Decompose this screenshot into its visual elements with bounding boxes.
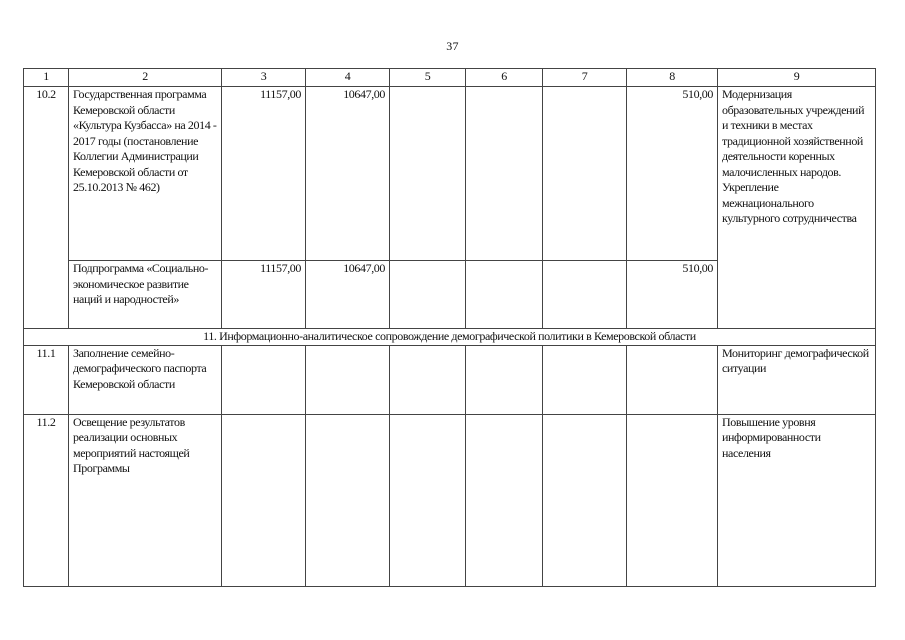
row-result: Модернизация образовательных учреждений и техники в местах традиционной хозяйственной деятельности коренных малочисленных народов. Укрепление межнационального культурного сотрудничества <box>718 87 876 329</box>
cell-col5 <box>390 414 466 586</box>
header-cell: 1 <box>24 69 69 87</box>
row-result: Повышение уровня информированности населения <box>718 414 876 586</box>
cell-col3 <box>222 414 306 586</box>
row-name: Заполнение семейно-демографического паспорта Кемеровской области <box>69 345 222 414</box>
header-cell: 8 <box>627 69 718 87</box>
row-index: 10.2 <box>24 87 69 329</box>
cell-col4 <box>306 414 390 586</box>
header-cell: 4 <box>306 69 390 87</box>
cell-col6 <box>466 261 543 329</box>
program-table <box>23 68 876 587</box>
cell-col6 <box>466 87 543 261</box>
cell-col7 <box>543 261 627 329</box>
cell-col6 <box>466 345 543 414</box>
header-cell: 9 <box>718 69 876 87</box>
header-cell: 5 <box>390 69 466 87</box>
cell-col5 <box>390 261 466 329</box>
cell-col4: 10647,00 <box>306 87 390 261</box>
cell-col8: 510,00 <box>627 261 718 329</box>
row-index: 11.1 <box>24 345 69 414</box>
section-title: 11. Информационно-аналитическое сопровождение демографической политики в Кемеровской области <box>24 329 876 346</box>
row-name: Освещение результатов реализации основных мероприятий настоящей Программы <box>69 414 222 586</box>
table-row <box>24 414 876 586</box>
section-row <box>24 329 876 346</box>
cell-col3 <box>222 345 306 414</box>
cell-col4 <box>306 345 390 414</box>
header-row <box>24 69 876 87</box>
page-number: 37 <box>446 39 459 53</box>
cell-col5 <box>390 87 466 261</box>
cell-col8: 510,00 <box>627 87 718 261</box>
header-cell: 7 <box>543 69 627 87</box>
row-name: Подпрограмма «Социально-экономическое развитие наций и народностей» <box>69 261 222 329</box>
cell-col6 <box>466 414 543 586</box>
cell-col5 <box>390 345 466 414</box>
table-row <box>24 345 876 414</box>
cell-col3: 11157,00 <box>222 87 306 261</box>
row-name: Государственная программа Кемеровской области «Культура Кузбасса» на 2014 - 2017 годы (постановление Коллегии Администрации Кемеровской области от 25.10.2013 № 462) <box>69 87 222 261</box>
row-result: Мониторинг демографической ситуации <box>718 345 876 414</box>
header-cell: 3 <box>222 69 306 87</box>
row-index: 11.2 <box>24 414 69 586</box>
cell-col3: 11157,00 <box>222 261 306 329</box>
cell-col7 <box>543 345 627 414</box>
cell-col8 <box>627 345 718 414</box>
cell-col4: 10647,00 <box>306 261 390 329</box>
cell-col7 <box>543 414 627 586</box>
cell-col8 <box>627 414 718 586</box>
table-row <box>24 87 876 261</box>
cell-col7 <box>543 87 627 261</box>
header-cell: 6 <box>466 69 543 87</box>
header-cell: 2 <box>69 69 222 87</box>
